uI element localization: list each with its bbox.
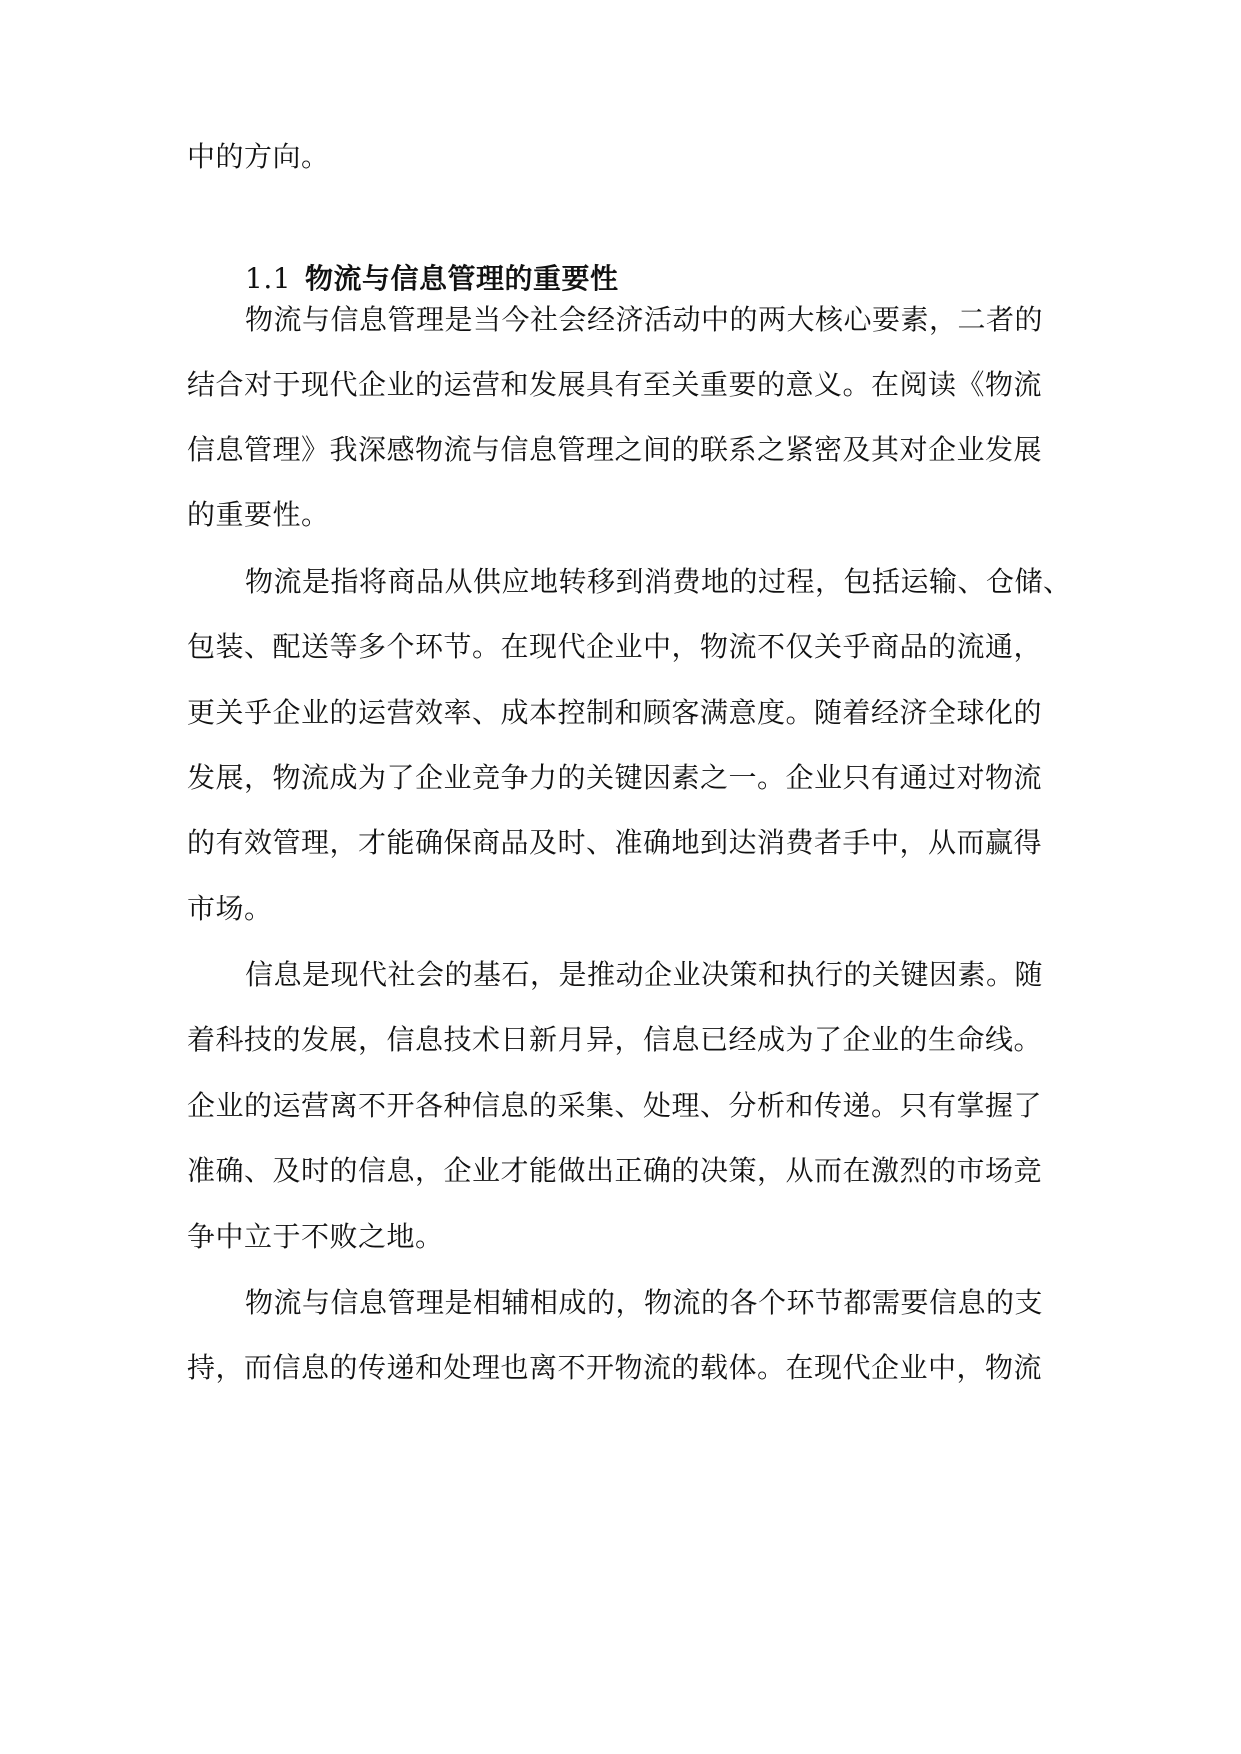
text-line: 持，而信息的传递和处理也离不开物流的载体。在现代企业中，物流	[187, 1351, 1043, 1384]
text-line: 信息是现代社会的基石，是推动企业决策和执行的关键因素。随	[245, 958, 1044, 991]
text-line: 物流与信息管理是相辅相成的，物流的各个环节都需要信息的支	[245, 1286, 1044, 1319]
section-title: 物流与信息管理的重要性	[305, 262, 619, 295]
text-line: 物流与信息管理是当今社会经济活动中的两大核心要素，二者的	[245, 303, 1044, 336]
section-number: 1.1	[245, 262, 292, 295]
text-line: 准确、及时的信息，企业才能做出正确的决策，从而在激烈的市场竞	[187, 1154, 1043, 1187]
text-line: 争中立于不败之地。	[187, 1220, 444, 1253]
text-line: 的重要性。	[187, 498, 330, 531]
text-line: 中的方向。	[187, 140, 330, 173]
text-line: 的有效管理，才能确保商品及时、准确地到达消费者手中，从而赢得	[187, 826, 1043, 859]
text-line: 企业的运营离不开各种信息的采集、处理、分析和传递。只有掌握了	[187, 1089, 1043, 1122]
text-line: 发展，物流成为了企业竞争力的关键因素之一。企业只有通过对物流	[187, 761, 1043, 794]
section-heading	[245, 259, 619, 299]
text-line: 市场。	[187, 892, 273, 925]
text-line: 信息管理》我深感物流与信息管理之间的联系之紧密及其对企业发展	[187, 433, 1043, 466]
text-line: 结合对于现代企业的运营和发展具有至关重要的意义。在阅读《物流	[187, 368, 1043, 401]
text-line: 着科技的发展，信息技术日新月异，信息已经成为了企业的生命线。	[187, 1023, 1043, 1056]
text-line: 物流是指将商品从供应地转移到消费地的过程，包括运输、仓储、	[245, 565, 1072, 598]
text-line: 更关乎企业的运营效率、成本控制和顾客满意度。随着经济全球化的	[187, 696, 1043, 729]
text-line: 包装、配送等多个环节。在现代企业中，物流不仅关乎商品的流通，	[187, 630, 1043, 663]
